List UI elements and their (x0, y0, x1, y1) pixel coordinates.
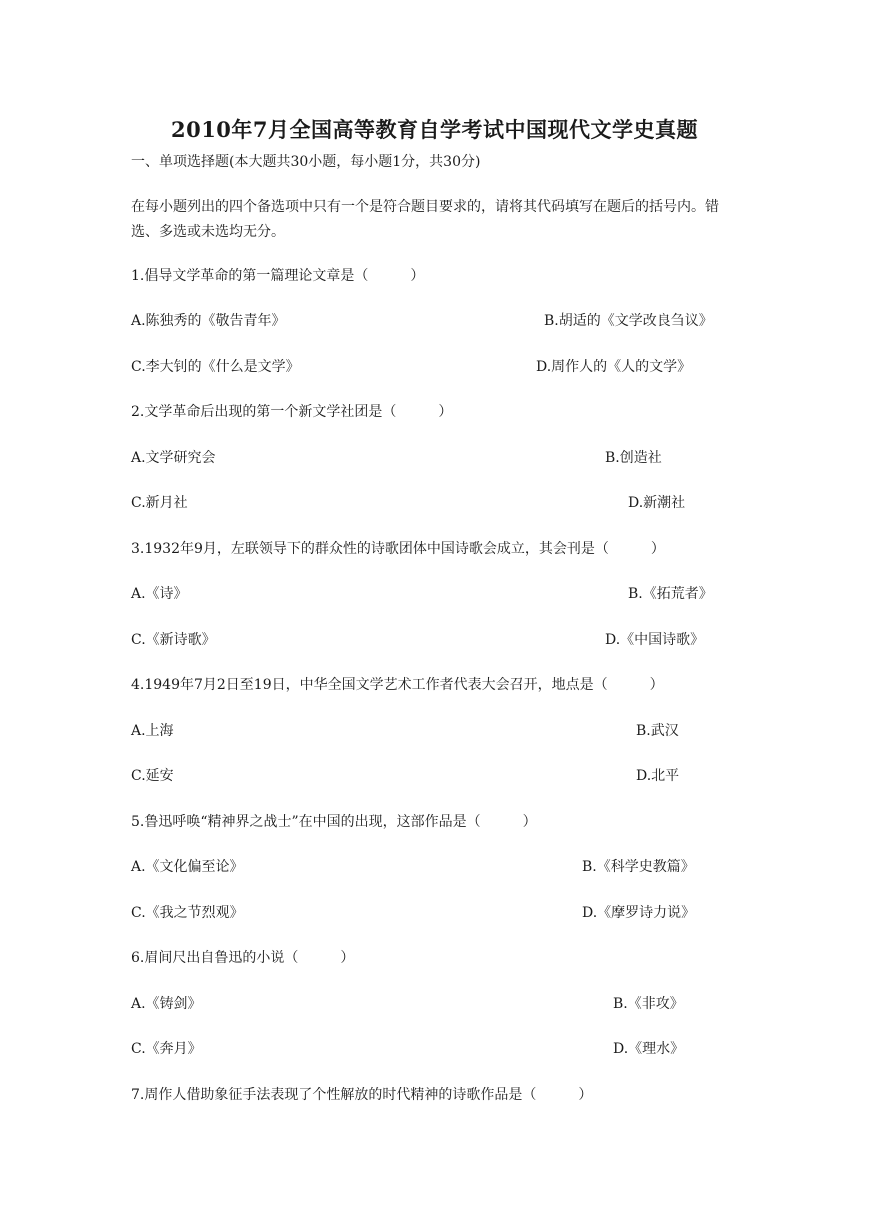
option-c: C.《新诗歌》 (131, 632, 216, 648)
question-stem: 5.鲁迅呼唤“精神界之战士”在中国的出现，这部作品是（ ） (131, 814, 537, 830)
option-b: B.创造社 (605, 450, 662, 466)
question-stem: 7.周作人借助象征手法表现了个性解放的时代精神的诗歌作品是（ ） (131, 1087, 593, 1103)
option-a: A.《诗》 (131, 586, 188, 602)
option-a: A.文学研究会 (131, 450, 216, 466)
option-c: C.延安 (131, 768, 174, 784)
option-a: A.《文化偏至论》 (131, 859, 244, 875)
option-b: B.《非攻》 (613, 996, 684, 1012)
option-b: B.武汉 (636, 723, 679, 739)
option-b: B.《科学史教篇》 (582, 859, 695, 875)
option-a: A.《铸剑》 (131, 996, 202, 1012)
option-c: C.《奔月》 (131, 1041, 202, 1057)
option-c: C.新月社 (131, 495, 188, 511)
option-b: B.《拓荒者》 (628, 586, 713, 602)
question-stem: 6.眉间尺出自鲁迅的小说（ ） (131, 950, 355, 966)
option-c: C.李大钊的《什么是文学》 (131, 359, 300, 375)
option-d: D.周作人的《人的文学》 (536, 359, 692, 375)
question-stem: 1.倡导文学革命的第一篇理论文章是（ ） (131, 268, 425, 284)
option-d: D.《中国诗歌》 (605, 632, 705, 648)
option-d: D.北平 (636, 768, 680, 784)
option-d: D.《摩罗诗力说》 (582, 905, 696, 921)
question-stem: 4.1949年7月2日至19日，中华全国文学艺术工作者代表大会召开，地点是（ ） (131, 677, 664, 693)
page-title: 2010年7月全国高等教育自学考试中国现代文学史真题 (170, 117, 699, 142)
question-stem: 3.1932年9月，左联领导下的群众性的诗歌团体中国诗歌会成立，其会刊是（ ） (131, 541, 665, 557)
option-c: C.《我之节烈观》 (131, 905, 244, 921)
section-heading: 一、单项选择题(本大题共30小题，每小题1分，共30分) (131, 154, 481, 170)
option-a: A.上海 (131, 723, 174, 739)
option-d: D.新潮社 (628, 495, 686, 511)
option-a: A.陈独秀的《敬告青年》 (131, 313, 286, 329)
option-d: D.《理水》 (613, 1041, 685, 1057)
option-b: B.胡适的《文学改良刍议》 (544, 313, 713, 329)
instructions: 在每小题列出的四个备选项中只有一个是符合题目要求的，请将其代码填写在题后的括号内。错选、多选或未选均无分。 (131, 199, 719, 240)
question-stem: 2.文学革命后出现的第一个新文学社团是（ ） (131, 404, 453, 420)
